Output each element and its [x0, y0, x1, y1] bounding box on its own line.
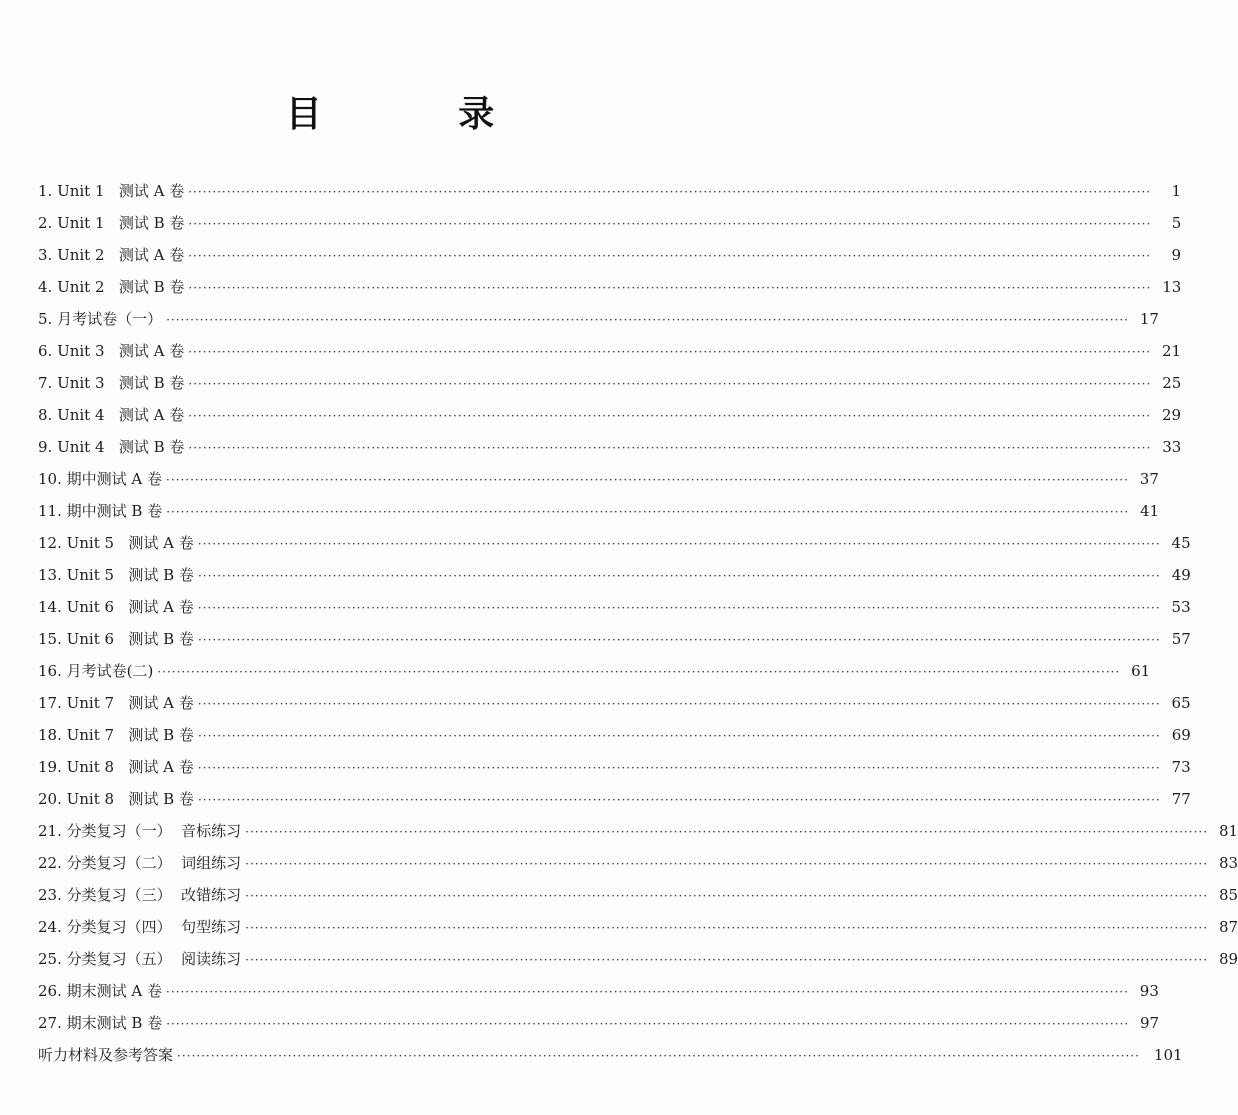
toc-entry-page-number: 29 [1162, 406, 1182, 424]
toc-entry-page-number: 45 [1171, 534, 1191, 552]
toc-entry-page-number: 21 [1162, 342, 1182, 360]
toc-entry[interactable] [38, 340, 1182, 372]
toc-entry[interactable] [38, 724, 1191, 756]
toc-entry-label: 27. 期末测试 B 卷 [38, 1014, 163, 1032]
toc-entry[interactable] [38, 788, 1191, 820]
toc-entry-label: 3. Unit 2 测试 A 卷 [38, 246, 185, 264]
dot-leader: ········································································································································································································ [245, 953, 1209, 967]
toc-entry-page-number: 1 [1171, 182, 1182, 200]
toc-entry-label: 1. Unit 1 测试 A 卷 [38, 182, 185, 200]
dot-leader: ········································································································································································································ [245, 825, 1209, 839]
toc-entry-page-number: 85 [1218, 886, 1238, 904]
toc-entry-page-number: 93 [1139, 982, 1159, 1000]
dot-leader: ········································································································································································································ [166, 1017, 1130, 1031]
toc-entry[interactable] [38, 692, 1191, 724]
toc-entry-label: 18. Unit 7 测试 B 卷 [38, 726, 194, 744]
dot-leader: ········································································································································································································ [245, 889, 1209, 903]
toc-entry-label: 6. Unit 3 测试 A 卷 [38, 342, 185, 360]
toc-entry-label: 17. Unit 7 测试 A 卷 [38, 694, 194, 712]
toc-entry-label: 25. 分类复习（五） 阅读练习 [38, 950, 242, 968]
toc-entry-page-number: 17 [1139, 310, 1159, 328]
toc-entry-page-number: 89 [1218, 950, 1238, 968]
toc-entry-label: 7. Unit 3 测试 B 卷 [38, 374, 185, 392]
toc-entry-page-number: 53 [1171, 598, 1191, 616]
toc-entry-label: 24. 分类复习（四） 句型练习 [38, 918, 242, 936]
dot-leader: ········································································································································································································ [197, 793, 1161, 807]
dot-leader: ········································································································································································································ [166, 313, 1129, 327]
dot-leader: ········································································································································································································ [197, 569, 1161, 583]
toc-entry-label: 听力材料及参考答案 [38, 1046, 174, 1064]
toc-entry[interactable] [38, 436, 1182, 468]
toc-entry-label: 10. 期中测试 A 卷 [38, 470, 162, 488]
dot-leader: ········································································································································································································ [177, 1049, 1140, 1063]
toc-entry[interactable] [38, 596, 1191, 628]
dot-leader: ········································································································································································································ [188, 217, 1152, 231]
toc-entry[interactable] [38, 1012, 1160, 1044]
toc-entry-page-number: 77 [1171, 790, 1191, 808]
dot-leader: ········································································································································································································ [245, 857, 1209, 871]
dot-leader: ········································································································································································································ [197, 601, 1161, 615]
toc-entry-label: 5. 月考试卷（一） [38, 310, 163, 328]
toc-entry[interactable] [38, 244, 1182, 276]
toc-entry-page-number: 65 [1171, 694, 1191, 712]
toc-entry-label: 4. Unit 2 测试 B 卷 [38, 278, 185, 296]
toc-entry-label: 23. 分类复习（三） 改错练习 [38, 886, 242, 904]
toc-entry[interactable] [38, 212, 1182, 244]
toc-entry-page-number: 13 [1162, 278, 1182, 296]
toc-entry-page-number: 5 [1171, 214, 1182, 232]
dot-leader: ········································································································································································································ [197, 537, 1161, 551]
toc-entry-page-number: 73 [1171, 758, 1191, 776]
toc-entry-page-number: 9 [1171, 246, 1182, 264]
toc-entry[interactable] [38, 852, 1238, 884]
toc-entry-label: 14. Unit 6 测试 A 卷 [38, 598, 194, 616]
toc-entry-label: 11. 期中测试 B 卷 [38, 502, 163, 520]
toc-entry-label: 15. Unit 6 测试 B 卷 [38, 630, 194, 648]
toc-entry-page-number: 41 [1139, 502, 1160, 520]
dot-leader: ········································································································································································································ [197, 729, 1161, 743]
toc-entry-label: 21. 分类复习（一） 音标练习 [38, 822, 242, 840]
dot-leader: ········································································································································································································ [188, 249, 1152, 263]
toc-entry-page-number: 69 [1171, 726, 1191, 744]
toc-entry-page-number: 61 [1131, 662, 1151, 680]
dot-leader: ········································································································································································································ [188, 281, 1152, 295]
dot-leader: ········································································································································································································ [166, 985, 1129, 999]
toc-entry[interactable] [38, 820, 1238, 852]
toc-entry-label: 12. Unit 5 测试 A 卷 [38, 534, 194, 552]
dot-leader: ········································································································································································································ [188, 345, 1152, 359]
dot-leader: ········································································································································································································ [197, 633, 1161, 647]
toc-entry-page-number: 25 [1162, 374, 1182, 392]
toc-entry-label: 9. Unit 4 测试 B 卷 [38, 438, 185, 456]
toc-entry[interactable] [38, 884, 1238, 916]
toc-entry-label: 22. 分类复习（二） 词组练习 [38, 854, 242, 872]
toc-entry[interactable] [38, 660, 1151, 692]
toc-entry-label: 13. Unit 5 测试 B 卷 [38, 566, 194, 584]
dot-leader: ········································································································································································································ [166, 473, 1129, 487]
toc-entry[interactable] [38, 980, 1159, 1012]
dot-leader: ········································································································································································································ [188, 441, 1152, 455]
toc-entry[interactable] [38, 180, 1182, 212]
toc-entry-page-number: 81 [1218, 822, 1238, 840]
page-title: 目 录 [285, 93, 557, 135]
dot-leader: ········································································································································································································ [166, 505, 1130, 519]
toc-entry-page-number: 83 [1218, 854, 1238, 872]
toc-entry[interactable] [38, 628, 1191, 660]
dot-leader: ········································································································································································································ [245, 921, 1209, 935]
toc-entry[interactable] [38, 404, 1182, 436]
toc-entry[interactable] [38, 532, 1191, 564]
toc-entry[interactable] [38, 276, 1182, 308]
toc-entry[interactable] [38, 468, 1159, 500]
toc-entry[interactable] [38, 948, 1238, 980]
toc-entry[interactable] [38, 1044, 1183, 1076]
toc-entry[interactable] [38, 756, 1191, 788]
toc-entry[interactable] [38, 916, 1238, 948]
toc-entry[interactable] [38, 372, 1182, 404]
toc-entry-label: 20. Unit 8 测试 B 卷 [38, 790, 194, 808]
dot-leader: ········································································································································································································ [197, 697, 1161, 711]
toc-entry[interactable] [38, 308, 1159, 340]
toc-entry-label: 19. Unit 8 测试 A 卷 [38, 758, 194, 776]
toc-entry-page-number: 101 [1153, 1046, 1183, 1064]
table-of-contents [38, 180, 1238, 1076]
toc-entry-page-number: 57 [1171, 630, 1191, 648]
toc-entry[interactable] [38, 564, 1191, 596]
toc-entry-page-number: 97 [1139, 1014, 1160, 1032]
toc-entry[interactable] [38, 500, 1160, 532]
dot-leader: ········································································································································································································ [188, 409, 1152, 423]
dot-leader: ········································································································································································································ [188, 185, 1152, 199]
dot-leader: ········································································································································································································ [188, 377, 1152, 391]
toc-entry-page-number: 49 [1171, 566, 1191, 584]
toc-entry-label: 26. 期末测试 A 卷 [38, 982, 162, 1000]
toc-entry-page-number: 33 [1162, 438, 1182, 456]
dot-leader: ········································································································································································································ [157, 665, 1121, 679]
toc-entry-label: 16. 月考试卷(二) [38, 662, 154, 680]
toc-entry-label: 8. Unit 4 测试 A 卷 [38, 406, 185, 424]
toc-entry-page-number: 87 [1218, 918, 1238, 936]
toc-entry-label: 2. Unit 1 测试 B 卷 [38, 214, 185, 232]
dot-leader: ········································································································································································································ [197, 761, 1161, 775]
toc-entry-page-number: 37 [1139, 470, 1159, 488]
